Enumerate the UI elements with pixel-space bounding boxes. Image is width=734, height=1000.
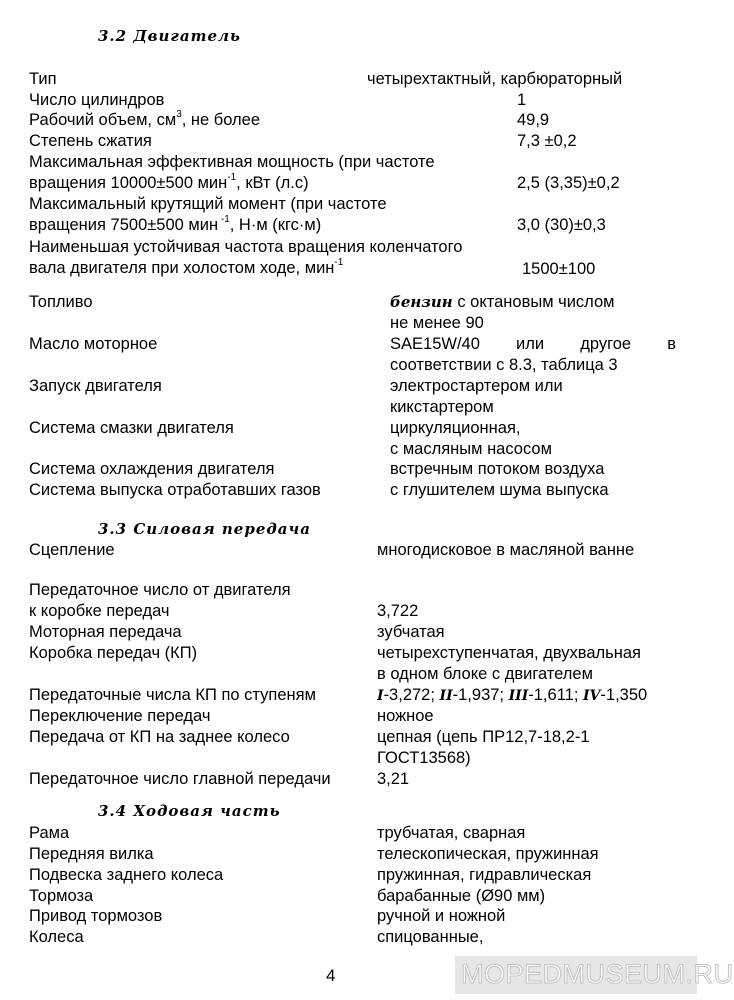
section-heading-transmission: 3.3 Силовая передача [98,520,311,538]
wheels-value: спицованные, [377,928,484,946]
primary-label-line1: Передаточное число от двигателя [29,581,291,599]
cooling-value: встречным потоком воздуха [390,460,605,478]
start-label: Запуск двигателя [29,377,162,395]
oil-label: Масло моторное [29,335,158,353]
main-ratio-value: 3,21 [377,770,410,788]
final-drive-value: цепная (цепь ПР12,7-18,2-1 [377,728,590,746]
fuel-value: бензин с октановым числом [390,293,615,311]
fuel-label: Топливо [29,293,93,311]
idle-label-line1: Наименьшая устойчивая частота вращения коленчатого [29,238,463,256]
frame-label: Рама [29,824,70,842]
torque-value: 3,0 (30)±0,3 [517,216,606,234]
gearbox-value: четырехступенчатая, двухвальная [377,644,641,662]
ratios-value: I-3,272; II-1,937; III-1,611; IV-1,350 [377,686,648,704]
watermark [455,956,734,994]
primary-value: 3,722 [377,602,419,620]
compression-label: Степень сжатия [29,132,152,150]
watermark-text: MOPEDMUSEUM.RU [461,959,734,989]
brake-drive-label: Привод тормозов [29,907,163,925]
frame-value: трубчатая, сварная [377,824,526,842]
power-label-line1: Максимальная эффективная мощность (при частоте [29,153,435,171]
compression-value: 7,3 ±0,2 [517,132,577,150]
power-label-line2: вращения 10000±500 мин$^{-1}$, кВт (л.с) [29,171,309,192]
brakes-label: Тормоза [29,887,94,905]
brakes-value: барабанные (Ø90 мм) [377,887,546,905]
cylinders-value: 1 [517,91,527,109]
section-heading-chassis: 3.4 Ходовая часть [98,802,281,820]
page-number: 4 [326,966,336,985]
wheels-label: Колеса [29,928,84,946]
ratios-label: Передаточные числа КП по ступеням [29,686,316,704]
rear-suspension-label: Подвеска заднего колеса [29,866,224,884]
lube-value-line2: с масляным насосом [390,440,552,458]
rear-suspension-value: пружинная, гидравлическая [377,866,592,884]
primary-label-line2: к коробке передач [29,602,170,620]
final-drive-value-line2: ГОСТ13568) [377,749,471,767]
oil-value: SAE15W/40 или другое в [390,335,676,353]
fork-value: телескопическая, пружинная [377,845,599,863]
lube-value: циркуляционная, [390,419,521,437]
displacement-value: 49,9 [517,111,550,129]
cooling-label: Система охлаждения двигателя [29,460,275,478]
section-heading-engine: 3.2 Двигатель [98,27,241,45]
gearbox-value-line2: в одном блоке с двигателем [377,665,593,683]
gearbox-label: Коробка передач (КП) [29,644,198,662]
power-value: 2,5 (3,35)±0,2 [517,174,620,192]
lube-label: Система смазки двигателя [29,419,234,437]
torque-label-line2: вращения 7500±500 мин $^{-1}$, Н·м (кгс·м) [29,213,322,234]
exhaust-value: с глушителем шума выпуска [390,481,609,499]
torque-label-line1: Максимальный крутящий момент (при частоте [29,195,387,213]
clutch-label: Сцепление [29,541,115,559]
fork-label: Передняя вилка [29,845,154,863]
type-value: четырехтактный, карбюраторный [367,70,623,88]
idle-value: 1500±100 [522,260,596,278]
exhaust-label: Система выпуска отработавших газов [29,481,321,499]
final-drive-label: Передача от КП на заднее колесо [29,728,290,746]
start-value: электростартером или [390,377,563,395]
shift-label: Переключение передач [29,707,211,725]
clutch-value: многодисковое в масляной ванне [377,541,635,559]
oil-value-line2: соответствии с 8.3, таблица 3 [390,356,618,374]
start-value-line2: кикстартером [390,398,494,416]
displacement-label: Рабочий объем, $см^3$, не более [29,108,261,129]
motor-gear-label: Моторная передача [29,623,182,641]
cylinders-label: Число цилиндров [29,91,165,109]
motor-gear-value: зубчатая [377,623,445,641]
shift-value: ножное [377,707,434,725]
brake-drive-value: ручной и ножной [377,907,506,925]
fuel-value-line2: не менее 90 [390,314,484,332]
type-label: Тип [29,70,57,88]
main-ratio-label: Передаточное число главной передачи [29,770,331,788]
idle-label-line2: вала двигателя при холостом ходе, мин$^{-1}$ [29,256,344,277]
